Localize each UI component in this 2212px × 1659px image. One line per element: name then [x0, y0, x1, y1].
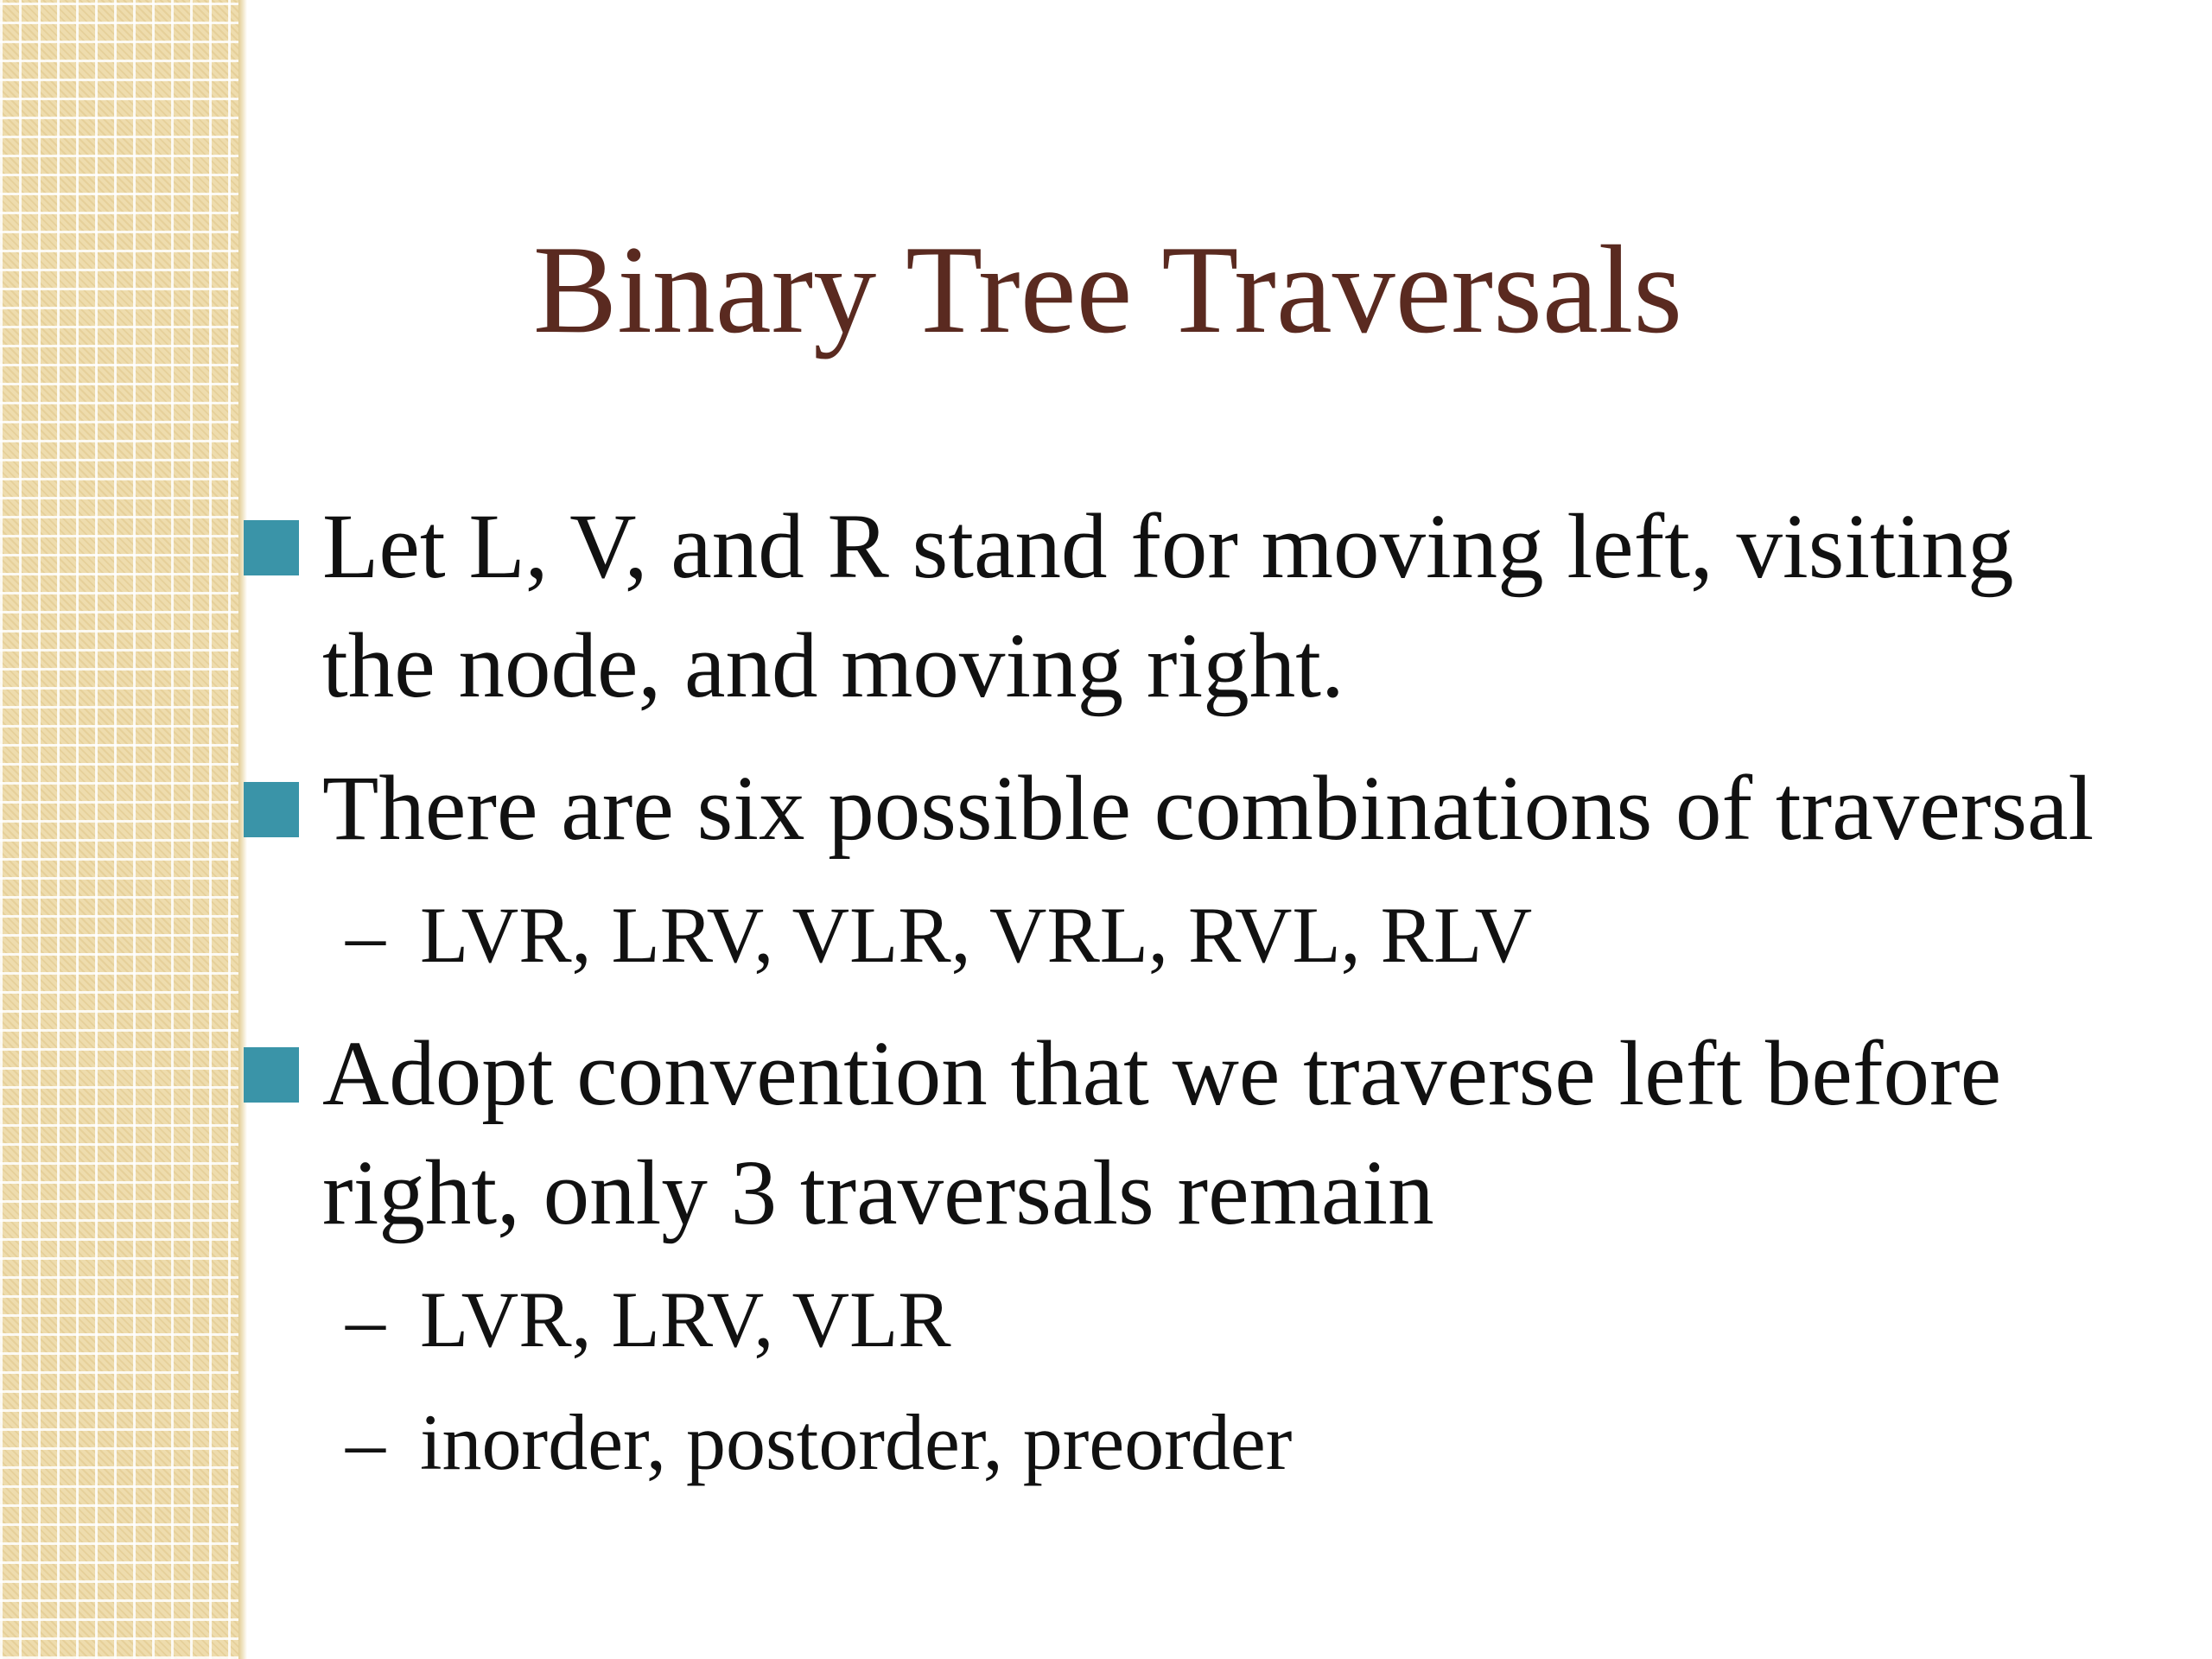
- dash-marker: –: [346, 1398, 385, 1486]
- square-bullet-icon: [244, 520, 299, 575]
- sub-item-text: LVR, LRV, VLR: [420, 1275, 951, 1363]
- dash-marker: –: [346, 1275, 385, 1363]
- bullet-1-line-2: the node, and moving right.: [322, 615, 1344, 717]
- square-bullet-icon: [244, 1047, 299, 1103]
- bullet-3-line-2: right, only 3 traversals remain: [322, 1142, 1434, 1244]
- sub-item: [346, 1390, 2177, 1494]
- sub-item: [346, 883, 2177, 987]
- square-bullet-icon: [244, 782, 299, 837]
- bullet-1-line-1: Let L, V, and R stand for moving left, visiting: [322, 496, 2014, 598]
- decorative-side-panel: [0, 0, 244, 1659]
- bullet-3-line-1: Adopt convention that we traverse left before: [322, 1023, 2002, 1125]
- sub-item-text: LVR, LRV, VLR, VRL, RVL, RLV: [420, 891, 1533, 979]
- sub-item-text: inorder, postorder, preorder: [420, 1398, 1293, 1486]
- sub-item: [346, 1268, 2177, 1371]
- bullet-2-line-1: There are six possible combinations of traversal: [322, 758, 2094, 860]
- dash-marker: –: [346, 891, 385, 979]
- slide-title: Binary Tree Traversals: [532, 219, 1683, 359]
